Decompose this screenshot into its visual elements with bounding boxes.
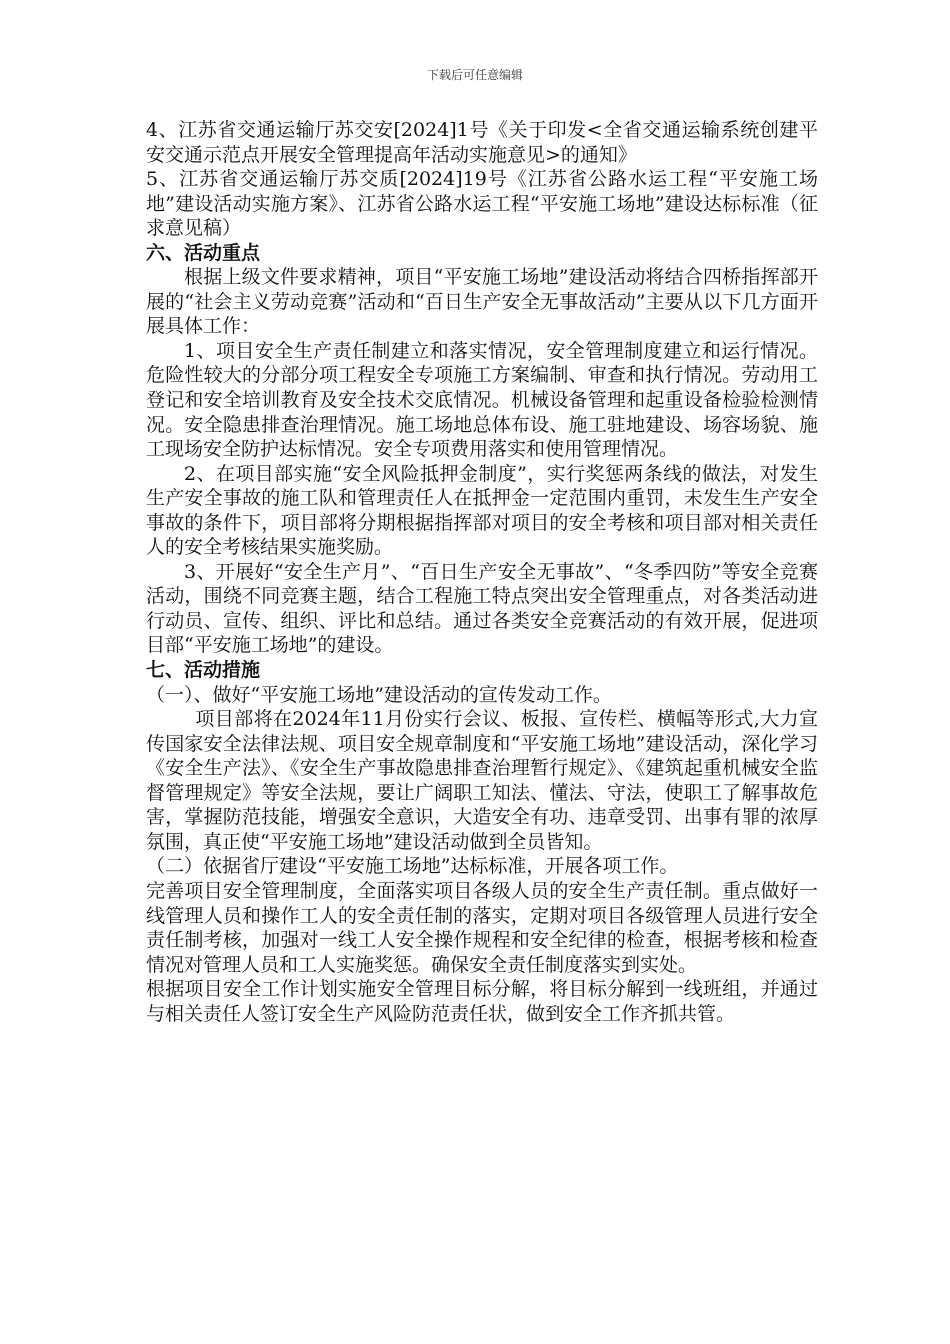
closing-paragraph: 根据项目安全工作计划实施安全管理目标分解，将目标分解到一线班组，并通过与相关责任人签订安全生产风险防范责任状，做到安全工作齐抓共管。 (146, 978, 818, 1025)
reference-item-4: 4、江苏省交通运输厅苏交安[2024]1号《关于印发<全省交通运输系统创建平安交通示范点开展安全管理提高年活动实施意见>的通知》 (146, 119, 818, 166)
subsection-2-title: （二）依据省厅建设“平安施工场地”达标标准，开展各项工作。 (146, 855, 679, 878)
subsection-2-body: 完善项目安全管理制度，全面落实项目各级人员的安全生产责任制。重点做好一线管理人员和操作工人的安全责任制的落实，定期对项目各级管理人员进行安全责任制考核，加强对一线工人安全操作规程和安全纪律的检查，根据考核和检查情况对管理人员和工人实施奖惩。确保安全责任制度落实到实处。 (146, 879, 818, 976)
section-heading-7: 七、活动措施 (146, 659, 261, 682)
section-6-item-1: 1、项目安全生产责任制建立和落实情况，安全管理制度建立和运行情况。危险性较大的分部分项工程安全专项施工方案编制、审查和执行情况。劳动用工登记和安全培训教育及安全技术交底情况。机械设备管理和起重设备检验检测情况。安全隐患排查治理情况。施工场地总体布设、施工驻地建设、场容场貌、施工现场安全防护达标情况。安全专项费用落实和使用管理情况。 (146, 339, 818, 461)
section-heading-6: 六、活动重点 (146, 241, 261, 264)
page-header-note: 下载后可任意编辑 (426, 68, 523, 82)
section-6-item-2: 2、在项目部实施“安全风险抵押金制度”，实行奖惩两条线的做法，对发生生产安全事故的施工队和管理责任人在抵押金一定范围内重罚，未发生生产安全事故的条件下，项目部将分期根据指挥部对项目的安全考核和项目部对相关责任人的安全考核结果实施奖励。 (146, 462, 818, 559)
section-6-intro: 根据上级文件要求精神，项目“平安施工场地”建设活动将结合四桥指挥部开展的“社会主义劳动竞赛”活动和“百日生产安全无事故活动”主要从以下几方面开展具体工作： (146, 266, 818, 338)
section-6-item-3: 3、开展好“安全生产月”、“百日生产安全无事故”、“冬季四防”等安全竞赛活动，围绕不同竞赛主题，结合工程施工特点突出安全管理重点，对各类活动进行动员、宣传、组织、评比和总结。通过各类安全竞赛活动的有效开展，促进项目部“平安施工场地”的建设。 (146, 560, 818, 657)
reference-item-5: 5、江苏省交通运输厅苏交质[2024]19号《江苏省公路水运工程“平安施工场地”建设活动实施方案》、江苏省公路水运工程“平安施工场地”建设达标标准（征求意见稿） (146, 168, 818, 240)
subsection-1-body: 项目部将在2024年11月份实行会议、板报、宣传栏、横幅等形式,大力宣传国家安全法律法规、项目安全规章制度和“平安施工场地”建设活动，深化学习《安全生产法》、《安全生产事故隐患排查治理暂行规定》、《建筑起重机械安全监督管理规定》等安全法规，要让广阔职工知法、懂法、守法，使职工了解事故危害，掌握防范技能，增强安全意识，大造安全有功、违章受罚、出事有罪的浓厚氛围，真正使“平安施工场地”建设活动做到全员皆知。 (146, 708, 818, 853)
subsection-1-title: （一）、做好“平安施工场地”建设活动的宣传发动工作。 (146, 683, 612, 706)
document-body (146, 118, 818, 1026)
